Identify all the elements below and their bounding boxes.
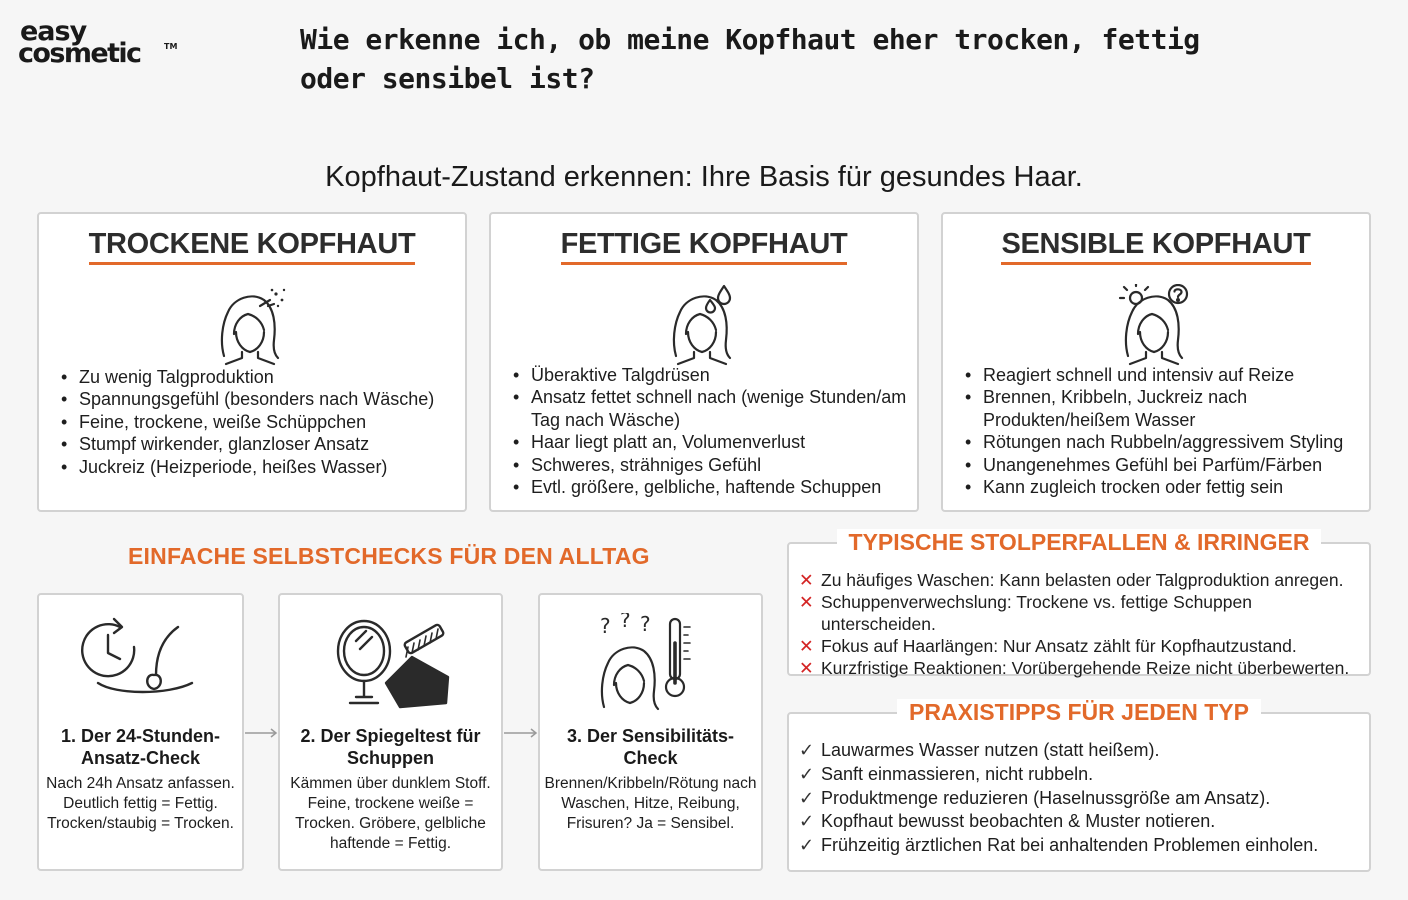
type-title-dry: TROCKENE KOPFHAUT (89, 228, 416, 265)
woman-thermometer-icon (586, 613, 716, 713)
bullet-list-dry (61, 366, 455, 478)
svg-text:easy: easy (20, 16, 87, 47)
list-item: ✕ Schuppenverwechslung: Trockene vs. fettige Schuppen unterscheiden. (799, 592, 1252, 634)
checkmark-icon: ✓ (799, 763, 815, 784)
bullet-list-sensitive (965, 364, 1359, 498)
red-x-icon: ✕ (799, 592, 814, 612)
type-card-oily (489, 212, 919, 512)
list-item: • Unangenehmes Gefühl bei Parfüm/Färben (965, 454, 1359, 476)
list-item: ✓ Lauwarmes Wasser nutzen (statt heißem). (799, 739, 1361, 763)
list-item: ✓ Frühzeitig ärztlichen Rat bei anhaltenden Problemen einholen. (799, 834, 1361, 858)
tips-list (799, 739, 1361, 858)
list-item: • Rötungen nach Rubbeln/aggressivem Styling (965, 431, 1359, 453)
list-item: • Ansatz fettet schnell nach (wenige Stunden/am Tag nach Wäsche) (513, 386, 907, 431)
list-item: ✕ Zu häufiges Waschen: Kann belasten oder Talgproduktion anregen. (799, 570, 1344, 590)
list-item: • Kann zugleich trocken oder fettig sein (965, 476, 1359, 498)
red-x-icon: ✕ (799, 636, 814, 656)
selfcheck-step-1-desc: Nach 24h Ansatz anfassen. Deutlich fettig = Fettig. Trocken/staubig = Trocken. (46, 775, 235, 832)
selfcheck-step-1-title: 1. Der 24-Stunden-Ansatz-Check (60, 726, 221, 768)
checkmark-icon: ✓ (799, 811, 815, 832)
list-item: ✓ Sanft einmassieren, nicht rubbeln. (799, 763, 1361, 787)
brand-logo (18, 16, 178, 68)
selfcheck-step-1 (37, 593, 244, 871)
arrow-right-icon (503, 728, 538, 738)
red-x-icon: ✕ (799, 570, 814, 590)
list-item: • Überaktive Talgdrüsen (513, 364, 907, 386)
checkmark-icon: ✓ (799, 740, 815, 760)
page-question (300, 20, 1200, 98)
svg-text:?: ? (599, 614, 611, 638)
tips-heading: PRAXISTIPPS FÜR JEDEN TYP (897, 699, 1261, 725)
checkmark-icon: ✓ (799, 835, 815, 856)
pitfalls-list (799, 569, 1361, 679)
woman-oil-drops-icon (664, 284, 744, 370)
red-x-icon: ✕ (799, 658, 814, 678)
tips-panel (787, 699, 1371, 872)
woman-irritation-question-icon (1116, 284, 1196, 370)
svg-text:TM: TM (164, 42, 178, 51)
selfcheck-step-3-title: 3. Der Sensibilitäts-Check (566, 726, 735, 768)
page-subtitle: Kopfhaut-Zustand erkennen: Ihre Basis für gesundes Haar. (325, 161, 1083, 193)
list-item: • Haar liegt platt an, Volumenverlust (513, 431, 907, 453)
list-item: • Reagiert schnell und intensiv auf Reize (965, 364, 1359, 386)
question-line-1: Wie erkenne ich, ob meine Kopfhaut eher trocken, fettig (300, 23, 1200, 56)
type-title-sensitive: SENSIBLE KOPFHAUT (1001, 228, 1310, 265)
svg-text:?: ? (619, 613, 631, 632)
svg-text:?: ? (639, 613, 651, 636)
type-title-oily: FETTIGE KOPFHAUT (561, 228, 848, 265)
type-card-dry (37, 212, 467, 512)
pitfalls-heading: TYPISCHE STOLPERFALLEN & IRRINGER (837, 529, 1322, 555)
pitfalls-panel (787, 529, 1371, 678)
mirror-comb-cloth-icon (326, 613, 456, 713)
clock-hair-root-icon (76, 613, 206, 713)
list-item: ✓ Produktmenge reduzieren (Haselnussgröße am Ansatz). (799, 787, 1361, 811)
list-item: • Zu wenig Talgproduktion (61, 366, 455, 388)
selfcheck-step-2 (278, 593, 503, 871)
selfcheck-step-3 (538, 593, 763, 871)
list-item: • Stumpf wirkender, glanzloser Ansatz (61, 433, 455, 455)
selfchecks-heading: EINFACHE SELBSTCHECKS FÜR DEN ALLTAG (128, 543, 650, 569)
svg-text:cosmetic: cosmetic (18, 38, 141, 68)
selfcheck-step-3-desc: Brennen/Kribbeln/Rötung nach Waschen, Hitze, Reibung, Frisuren? Ja = Sensibel. (544, 775, 757, 832)
selfcheck-step-2-desc: Kämmen über dunklem Stoff. Feine, trockene weiße = Trocken. Gröbere, gelbliche haftende = Fettig. (290, 775, 491, 852)
list-item: • Evtl. größere, gelbliche, haftende Schuppen (513, 476, 907, 498)
list-item: ✕ Kurzfristige Reaktionen: Vorübergehende Reize nicht überbewerten. (799, 658, 1350, 678)
list-item: ✕ Fokus auf Haarlängen: Nur Ansatz zählt für Kopfhautzustand. (799, 636, 1297, 656)
list-item: • Juckreiz (Heizperiode, heißes Wasser) (61, 456, 455, 478)
bullet-list-oily (513, 364, 907, 498)
arrow-right-icon (244, 728, 278, 738)
list-item: • Feine, trockene, weiße Schüppchen (61, 411, 455, 433)
list-item: ✓ Kopfhaut bewusst beobachten & Muster notieren. (799, 810, 1361, 834)
checkmark-icon: ✓ (799, 787, 815, 808)
list-item: • Schweres, strähniges Gefühl (513, 454, 907, 476)
list-item: • Spannungsgefühl (besonders nach Wäsche) (61, 388, 455, 410)
type-card-sensitive (941, 212, 1371, 512)
list-item: • Brennen, Kribbeln, Juckreiz nach Produkten/heißem Wasser (965, 386, 1359, 431)
selfcheck-step-2-title: 2. Der Spiegeltest für Schuppen (300, 726, 481, 768)
woman-dry-flakes-icon (212, 284, 292, 370)
question-line-2: oder sensibel ist? (300, 62, 595, 95)
